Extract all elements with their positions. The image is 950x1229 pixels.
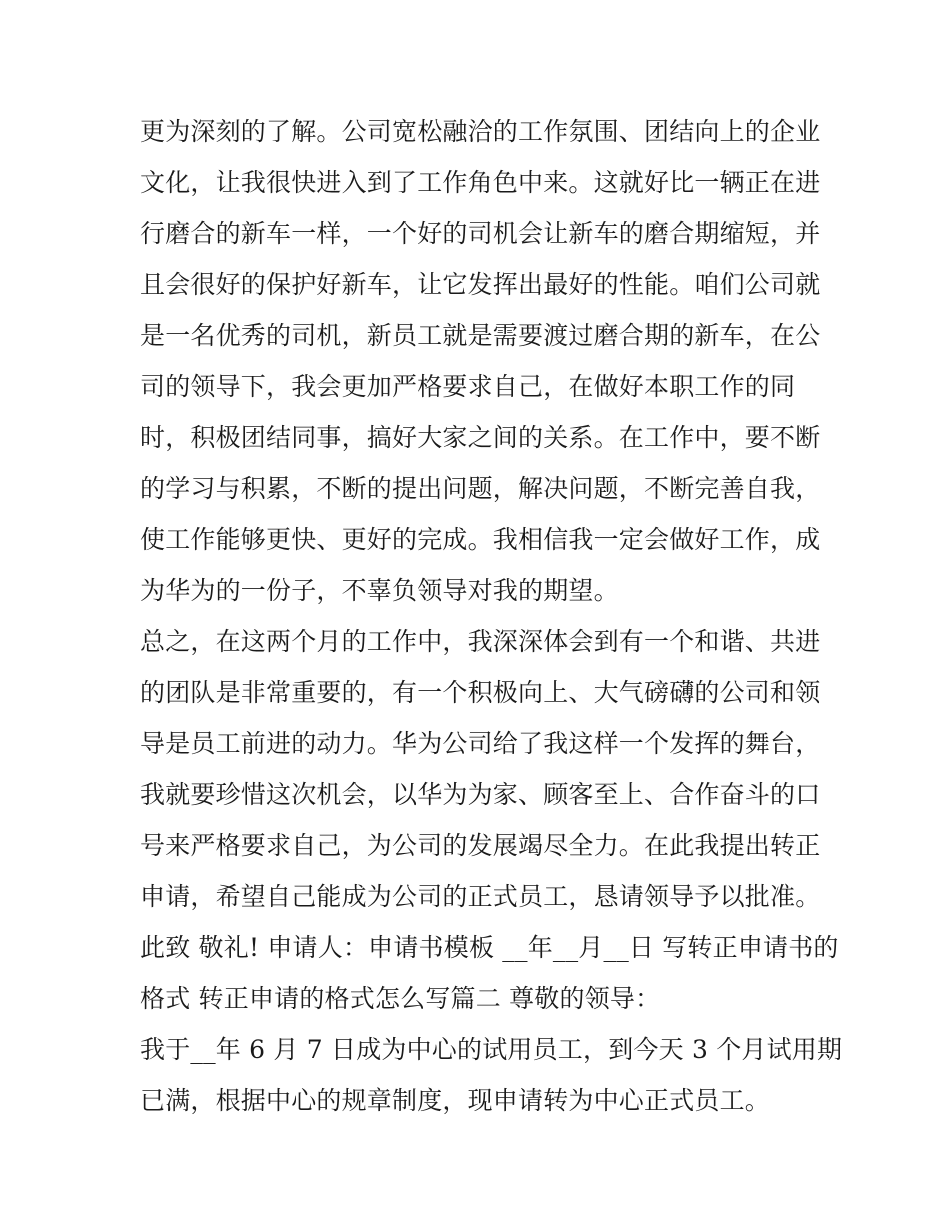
text-line: 为华为的一份子，不辜负领导对我的期望。 — [140, 576, 619, 605]
text-line: 我于__年 6 月 7 日成为中心的试用员工，到今天 3 个月试用期 — [140, 1035, 843, 1064]
text-line: 申请，希望自己能成为公司的正式员工，恳请领导予以批准。 — [140, 882, 821, 911]
text-line: 我就要珍惜这次机会，以华为为家、顾客至上、合作奋斗的口 — [140, 780, 821, 809]
text-line: 此致 敬礼! 申请人：申请书模板 __年__月__日 写转正申请书的 — [140, 933, 839, 962]
document-body — [140, 106, 843, 1126]
text-line: 时，积极团结同事，搞好大家之间的关系。在工作中，要不断 — [140, 423, 821, 452]
text-line: 导是员工前进的动力。华为公司给了我这样一个发挥的舞台， — [140, 729, 821, 758]
text-line: 号来严格要求自己，为公司的发展竭尽全力。在此我提出转正 — [140, 831, 821, 860]
text-line: 的学习与积累，不断的提出问题，解决问题，不断完善自我， — [140, 474, 821, 503]
text-line: 已满，根据中心的规章制度，现申请转为中心正式员工。 — [140, 1086, 771, 1115]
text-line: 且会很好的保护好新车，让它发挥出最好的性能。咱们公司就 — [140, 270, 821, 299]
text-line: 是一名优秀的司机，新员工就是需要渡过磨合期的新车，在公 — [140, 321, 821, 350]
text-line: 更为深刻的了解。公司宽松融洽的工作氛围、团结向上的企业 — [140, 117, 821, 146]
text-line: 总之，在这两个月的工作中，我深深体会到有一个和谐、共进 — [140, 627, 821, 656]
text-line: 司的领导下，我会更加严格要求自己，在做好本职工作的同 — [140, 372, 796, 401]
text-line: 文化，让我很快进入到了工作角色中来。这就好比一辆正在进 — [140, 168, 821, 197]
text-line: 行磨合的新车一样，一个好的司机会让新车的磨合期缩短，并 — [140, 219, 821, 248]
text-line: 的团队是非常重要的，有一个积极向上、大气磅礴的公司和领 — [140, 678, 821, 707]
text-line: 使工作能够更快、更好的完成。我相信我一定会做好工作，成 — [140, 525, 821, 554]
text-line: 格式 转正申请的格式怎么写篇二 尊敬的领导： — [140, 984, 661, 1013]
